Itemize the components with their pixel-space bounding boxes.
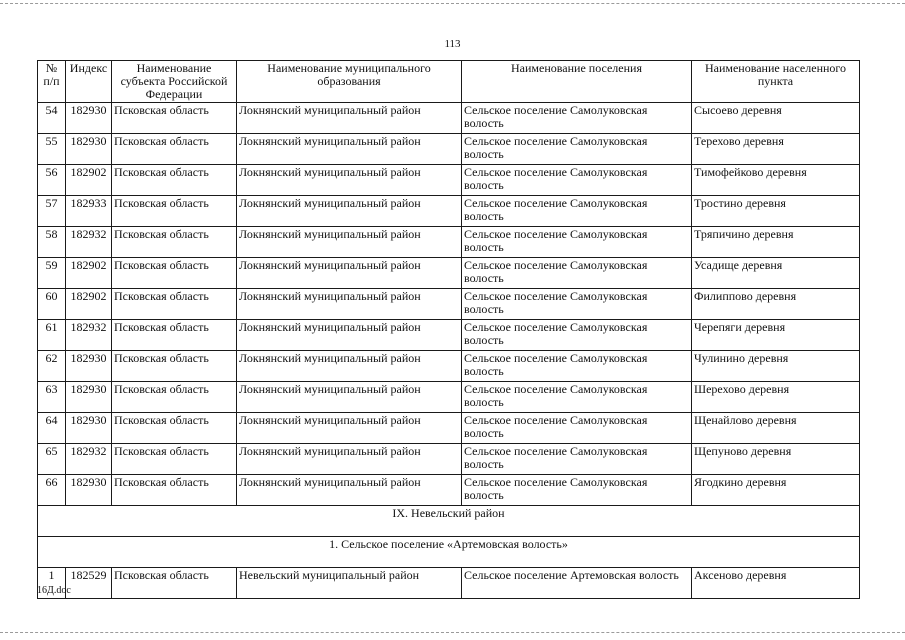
- cell-municipality: Локнянский муниципальный район: [237, 196, 462, 227]
- cell-locality: Аксеново деревня: [692, 568, 860, 599]
- cell-index: 182932: [66, 444, 112, 475]
- table-row: [38, 413, 860, 444]
- cell-locality: Тряпичино деревня: [692, 227, 860, 258]
- cell-locality: Щепуново деревня: [692, 444, 860, 475]
- cell-index: 182930: [66, 382, 112, 413]
- cell-municipality: Невельский муниципальный район: [237, 568, 462, 599]
- cell-num: 60: [38, 289, 66, 320]
- cell-municipality: Локнянский муниципальный район: [237, 134, 462, 165]
- cell-num: 66: [38, 475, 66, 506]
- cell-locality: Щенайлово деревня: [692, 413, 860, 444]
- header-municipality: Наименование муниципального образования: [237, 61, 462, 103]
- section-title: IX. Невельский район: [38, 506, 860, 537]
- table-row: [38, 475, 860, 506]
- cell-municipality: Локнянский муниципальный район: [237, 382, 462, 413]
- table-row: [38, 351, 860, 382]
- subsection-title: 1. Сельское поселение «Артемовская волость»: [38, 537, 860, 568]
- header-num: № п/п: [38, 61, 66, 103]
- table-row: [38, 568, 860, 599]
- cell-subject: Псковская область: [112, 258, 237, 289]
- cell-subject: Псковская область: [112, 289, 237, 320]
- cell-municipality: Локнянский муниципальный район: [237, 103, 462, 134]
- cell-municipality: Локнянский муниципальный район: [237, 165, 462, 196]
- cell-municipality: Локнянский муниципальный район: [237, 227, 462, 258]
- cell-locality: Тростино деревня: [692, 196, 860, 227]
- cell-subject: Псковская область: [112, 568, 237, 599]
- cell-settlement: Сельское поселение Самолуковская волость: [462, 165, 692, 196]
- table-row: [38, 382, 860, 413]
- cell-index: 182933: [66, 196, 112, 227]
- cell-locality: Филиппово деревня: [692, 289, 860, 320]
- table-header-row: [38, 61, 860, 103]
- cell-subject: Псковская область: [112, 475, 237, 506]
- cell-subject: Псковская область: [112, 351, 237, 382]
- cell-num: 1: [38, 568, 66, 599]
- subsection-row: [38, 537, 860, 568]
- table-row: [38, 258, 860, 289]
- cell-index: 182902: [66, 289, 112, 320]
- cell-settlement: Сельское поселение Самолуковская волость: [462, 475, 692, 506]
- cell-num: 62: [38, 351, 66, 382]
- table-row: [38, 320, 860, 351]
- cell-settlement: Сельское поселение Самолуковская волость: [462, 320, 692, 351]
- cell-municipality: Локнянский муниципальный район: [237, 413, 462, 444]
- cell-settlement: Сельское поселение Самолуковская волость: [462, 103, 692, 134]
- cell-subject: Псковская область: [112, 382, 237, 413]
- cell-subject: Псковская область: [112, 196, 237, 227]
- cell-locality: Тимофейково деревня: [692, 165, 860, 196]
- cell-num: 59: [38, 258, 66, 289]
- cell-num: 56: [38, 165, 66, 196]
- header-locality: Наименование населенного пункта: [692, 61, 860, 103]
- table-row: [38, 134, 860, 165]
- cell-locality: Терехово деревня: [692, 134, 860, 165]
- scan-edge-top: [0, 3, 905, 4]
- section-row: [38, 506, 860, 537]
- cell-municipality: Локнянский муниципальный район: [237, 289, 462, 320]
- cell-index: 182902: [66, 165, 112, 196]
- cell-num: 58: [38, 227, 66, 258]
- header-index: Индекс: [66, 61, 112, 103]
- cell-subject: Псковская область: [112, 413, 237, 444]
- table-row: [38, 227, 860, 258]
- cell-locality: Усадище деревня: [692, 258, 860, 289]
- table-row: [38, 289, 860, 320]
- cell-index: 182529: [66, 568, 112, 599]
- cell-settlement: Сельское поселение Самолуковская волость: [462, 227, 692, 258]
- page-number: 113: [444, 38, 461, 50]
- cell-settlement: Сельское поселение Самолуковская волость: [462, 382, 692, 413]
- footer-filename: 16Д.doc: [37, 585, 71, 596]
- cell-locality: Черепяги деревня: [692, 320, 860, 351]
- cell-settlement: Сельское поселение Самолуковская волость: [462, 289, 692, 320]
- locality-register-table: [37, 60, 860, 599]
- table-row: [38, 165, 860, 196]
- cell-index: 182930: [66, 351, 112, 382]
- cell-settlement: Сельское поселение Самолуковская волость: [462, 258, 692, 289]
- rows-lokniansky: [38, 103, 860, 506]
- cell-num: 61: [38, 320, 66, 351]
- cell-locality: Шерехово деревня: [692, 382, 860, 413]
- cell-index: 182930: [66, 413, 112, 444]
- cell-num: 64: [38, 413, 66, 444]
- cell-num: 57: [38, 196, 66, 227]
- cell-settlement: Сельское поселение Самолуковская волость: [462, 413, 692, 444]
- cell-index: 182902: [66, 258, 112, 289]
- cell-num: 54: [38, 103, 66, 134]
- cell-subject: Псковская область: [112, 103, 237, 134]
- cell-municipality: Локнянский муниципальный район: [237, 258, 462, 289]
- cell-municipality: Локнянский муниципальный район: [237, 475, 462, 506]
- cell-settlement: Сельское поселение Самолуковская волость: [462, 196, 692, 227]
- table-row: [38, 444, 860, 475]
- cell-municipality: Локнянский муниципальный район: [237, 351, 462, 382]
- cell-index: 182930: [66, 134, 112, 165]
- cell-subject: Псковская область: [112, 165, 237, 196]
- cell-index: 182930: [66, 103, 112, 134]
- cell-index: 182930: [66, 475, 112, 506]
- scan-edge-bottom: [0, 632, 905, 633]
- cell-settlement: Сельское поселение Самолуковская волость: [462, 134, 692, 165]
- cell-num: 63: [38, 382, 66, 413]
- header-subject: Наименование субъекта Российской Федерации: [112, 61, 237, 103]
- cell-locality: Чулинино деревня: [692, 351, 860, 382]
- cell-subject: Псковская область: [112, 227, 237, 258]
- cell-locality: Ягодкино деревня: [692, 475, 860, 506]
- cell-num: 55: [38, 134, 66, 165]
- cell-settlement: Сельское поселение Артемовская волость: [462, 568, 692, 599]
- table-row: [38, 103, 860, 134]
- cell-subject: Псковская область: [112, 320, 237, 351]
- table-row: [38, 196, 860, 227]
- cell-index: 182932: [66, 227, 112, 258]
- cell-num: 65: [38, 444, 66, 475]
- cell-subject: Псковская область: [112, 134, 237, 165]
- cell-locality: Сысоево деревня: [692, 103, 860, 134]
- rows-nevelsky: [38, 568, 860, 599]
- cell-index: 182932: [66, 320, 112, 351]
- cell-settlement: Сельское поселение Самолуковская волость: [462, 351, 692, 382]
- cell-municipality: Локнянский муниципальный район: [237, 444, 462, 475]
- header-settlement: Наименование поселения: [462, 61, 692, 103]
- cell-municipality: Локнянский муниципальный район: [237, 320, 462, 351]
- cell-subject: Псковская область: [112, 444, 237, 475]
- cell-settlement: Сельское поселение Самолуковская волость: [462, 444, 692, 475]
